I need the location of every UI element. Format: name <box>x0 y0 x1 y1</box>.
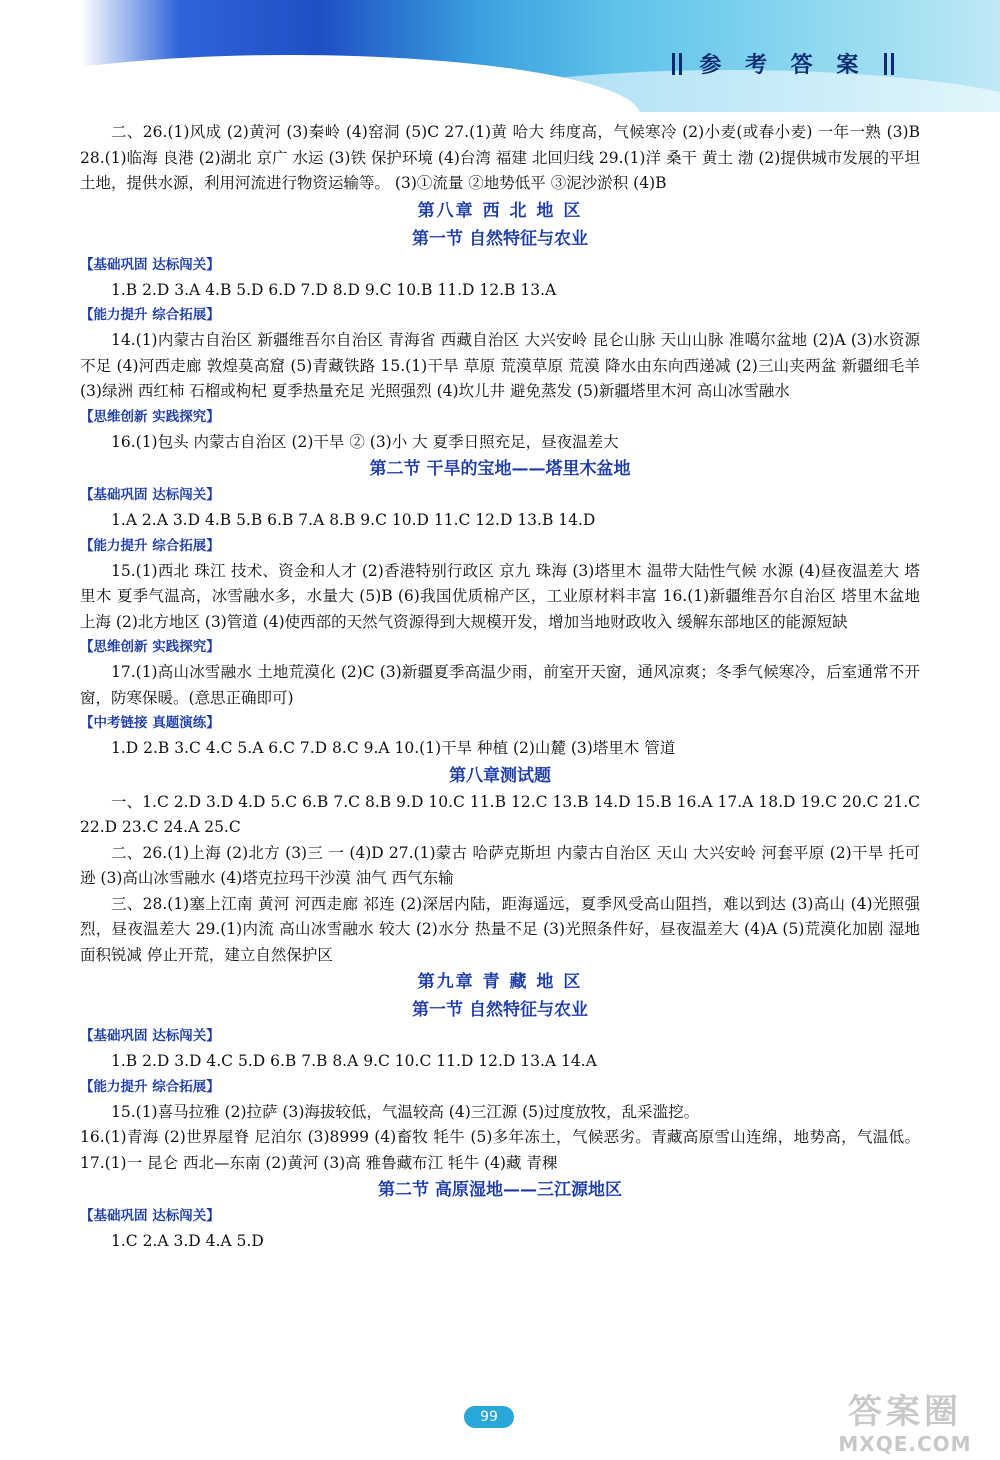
answer-paragraph: 14.(1)内蒙古自治区 新疆维吾尔自治区 青海省 西藏自治区 大兴安岭 昆仑山脉 天山山脉 准噶尔盆地 (2)A (3)水资源不足 (4)河西走廊 敦煌莫高窟 (5)青藏铁路 15.(1)干旱 草原 荒漠草原 荒漠 降水由东向西递减 (2)三山夹两盆 新疆细毛羊 (3)绿洲 西红柿 石榴或枸杞 夏季热量充足 光照强烈 (4)坎儿井 避免蒸发 (5)新疆塔里木河 高山冰雪融水 <box>80 331 920 400</box>
exercise-tag: 【基础巩固 达标闯关】 <box>80 487 220 503</box>
header-title-text: 参 考 答 案 <box>699 53 867 78</box>
title-bar-decoration <box>672 53 675 75</box>
answer-paragraph: 一、1.C 2.D 3.D 4.D 5.C 6.B 7.C 8.B 9.D 10.C 11.B 12.C 13.B 14.D 15.B 16.A 17.A 18.D 19.C 20.C 21.C 22.D 23.C 24.A 25.C <box>80 792 920 836</box>
section-heading: 第二节 干旱的宝地——塔里木盆地 <box>369 459 631 479</box>
answer-paragraph: 16.(1)包头 内蒙古自治区 (2)干旱 ② (3)小 大 夏季日照充足，昼夜温差大 <box>111 432 619 451</box>
page-number: 99 <box>464 1406 514 1428</box>
answer-paragraph: 二、26.(1)风成 (2)黄河 (3)秦岭 (4)窑洞 (5)C 27.(1)黄 哈大 纬度高，气候寒冷 (2)小麦(或春小麦) 一年一熟 (3)B 28.(1)临海 良港 (2)湖北 京广 水运 (3)铁 保护环境 (4)台湾 福建 北回归线 29.(1)洋 桑干 黄土 渤 (2)提供城市发展的平坦土地，提供水源，利用河流进行物资运输等。 (3)①流量 ②地势低平 ③泥沙淤积 (4)B <box>80 123 920 192</box>
exercise-tag: 【中考链接 真题演练】 <box>80 715 220 731</box>
section-heading: 第二节 高原湿地——三江源地区 <box>378 1180 622 1200</box>
section-heading: 第一节 自然特征与农业 <box>412 1000 588 1020</box>
answer-paragraph: 17.(1)高山冰雪融水 土地荒漠化 (2)C (3)新疆夏季高温少雨，前室开天窗，通风凉爽；冬季气候寒冷，后室通常不开窗，防寒保暖。(意思正确即可) <box>80 663 920 707</box>
answer-paragraph: 1.B 2.D 3.A 4.B 5.D 6.D 7.D 8.D 9.C 10.B 11.D 12.B 13.A <box>111 280 557 299</box>
title-bar-decoration <box>884 53 887 75</box>
section-heading: 第八章测试题 <box>449 765 551 786</box>
exercise-tag: 【能力提升 综合拓展】 <box>80 1078 220 1095</box>
title-bar-decoration <box>891 53 894 75</box>
exercise-tag: 【思维创新 实践探究】 <box>80 639 220 655</box>
answer-paragraph: 1.C 2.A 3.D 4.A 5.D <box>111 1232 264 1250</box>
watermark-line2: MXQE.COM <box>838 1432 972 1456</box>
watermark-logo <box>815 1392 995 1460</box>
answer-paragraph: 16.(1)青海 (2)世界屋脊 尼泊尔 (3)8999 (4)畜牧 牦牛 (5)多年冻土，气候恶劣。青藏高原雪山连绵，地势高，气温低。 17.(1)一 昆仑 西北—东南 (2)黄河 (3)高 雅鲁藏布江 牦牛 (4)藏 青稞 <box>80 1128 920 1172</box>
header-left-fade <box>0 0 90 60</box>
answer-paragraph: 二、26.(1)上海 (2)北方 (3)三 一 (4)D 27.(1)蒙古 哈萨克斯坦 内蒙古自治区 天山 大兴安岭 河套平原 (2)干旱 托可逊 (3)高山冰雪融水 (4)塔克拉玛干沙漠 油气 西气东输 <box>80 843 920 887</box>
exercise-tag: 【思维创新 实践探究】 <box>80 408 220 425</box>
section-heading: 第一节 自然特征与农业 <box>412 228 588 249</box>
answer-content <box>80 120 920 1255</box>
answer-paragraph: 1.B 2.D 3.D 4.C 5.D 6.B 7.B 8.A 9.C 10.C 11.D 12.D 13.A 14.A <box>111 1052 597 1070</box>
answer-paragraph: 15.(1)喜马拉雅 (2)拉萨 (3)海拔较低，气温较高 (4)三江源 (5)过度放牧，乱采滥挖。 <box>111 1102 700 1121</box>
exercise-tag: 【基础巩固 达标闯关】 <box>80 1208 220 1224</box>
chapter-heading: 第八章 西 北 地 区 <box>417 200 583 221</box>
answer-paragraph: 1.A 2.A 3.D 4.B 5.B 6.B 7.A 8.B 9.C 10.D 11.C 12.D 13.B 14.D <box>111 511 596 529</box>
exercise-tag: 【基础巩固 达标闯关】 <box>80 256 220 273</box>
exercise-tag: 【能力提升 综合拓展】 <box>80 537 220 554</box>
header-banner <box>0 0 1000 112</box>
title-bar-decoration <box>679 53 682 75</box>
exercise-tag: 【基础巩固 达标闯关】 <box>80 1028 220 1044</box>
answer-paragraph: 1.D 2.B 3.C 4.C 5.A 6.C 7.D 8.C 9.A 10.(1)干旱 种植 (2)山麓 (3)塔里木 管道 <box>111 739 676 757</box>
answer-paragraph: 15.(1)西北 珠江 技术、资金和人才 (2)香港特别行政区 京九 珠海 (3)塔里木 温带大陆性气候 水源 (4)昼夜温差大 塔里木 夏季气温高，冰雪融水多，水量大 (5)B (6)我国优质棉产区，工业原材料丰富 16.(1)新疆维吾尔自治区 塔里木盆地 上海 (2)北方地区 (3)管道 (4)使西部的天然气资源得到大规模开发，增加当地财政收入 缓解东部地区的能源短缺 <box>80 561 920 631</box>
watermark-line1: 答案圈 <box>848 1392 962 1432</box>
chapter-heading: 第九章 青 藏 地 区 <box>417 972 583 992</box>
header-title <box>658 50 908 82</box>
header-wave-decoration <box>0 55 640 112</box>
exercise-tag: 【能力提升 综合拓展】 <box>80 307 220 323</box>
answer-paragraph: 三、28.(1)塞上江南 黄河 河西走廊 祁连 (2)深居内陆，距海遥远，夏季风受高山阻挡，难以到达 (3)高山 (4)光照强烈，昼夜温差大 29.(1)内流 高山冰雪融水 较大 (2)水分 热量不足 (3)光照条件好，昼夜温差大 (4)A (5)荒漠化加剧 湿地面积锐减 停止开荒，建立自然保护区 <box>80 894 920 964</box>
